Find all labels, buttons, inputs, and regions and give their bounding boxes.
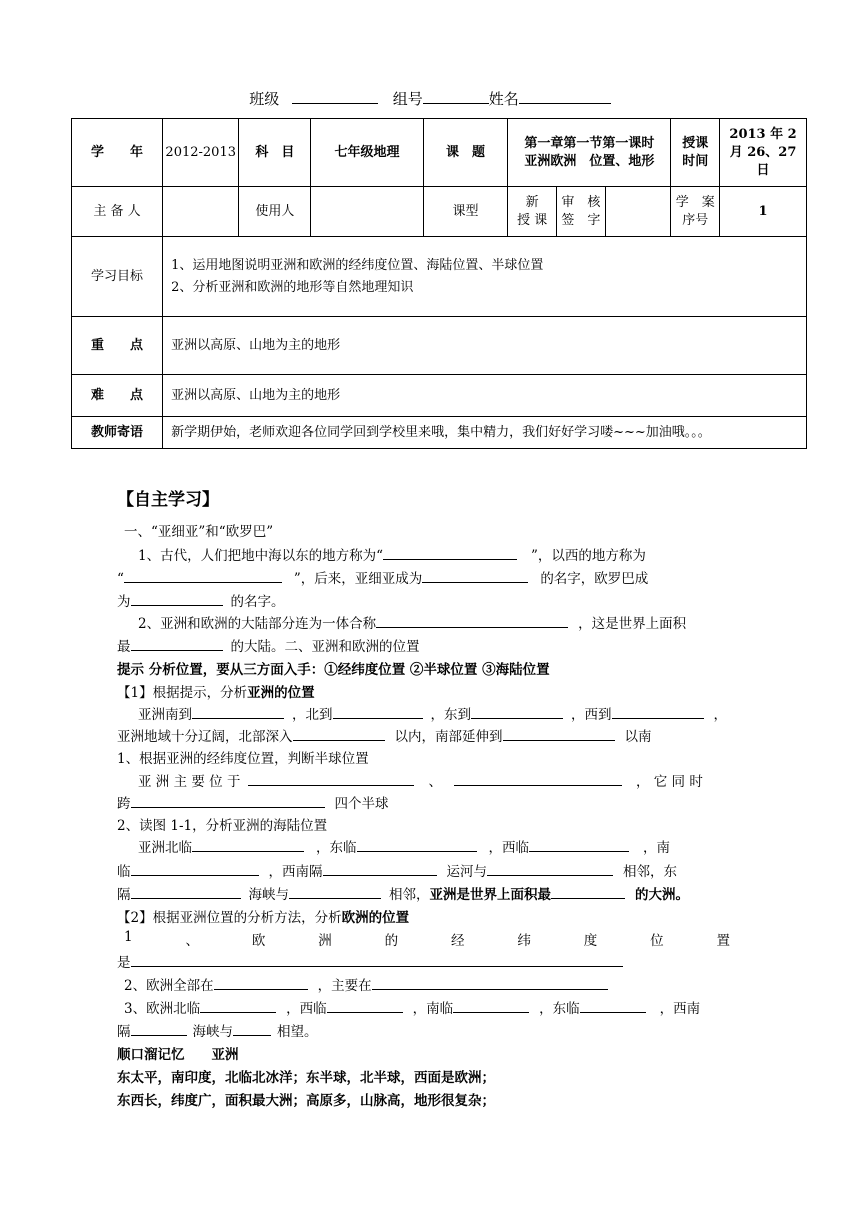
answer-blank[interactable] <box>124 568 282 583</box>
review-label-2: 签 字 <box>561 212 601 228</box>
year-value: 2012-2013 <box>163 119 239 187</box>
plan-label <box>671 187 720 237</box>
key-value: 亚洲以高原、山地为主的地形 <box>163 317 807 375</box>
type-value <box>508 187 557 237</box>
answer-blank[interactable] <box>383 545 517 560</box>
group-label: 组号 <box>392 90 423 108</box>
plan-label-1: 学 案 <box>675 194 715 210</box>
answer-blank[interactable] <box>454 771 622 786</box>
asia-extent-line: 亚洲南到 ，北到 ，东到 ，西到 ， <box>138 703 727 723</box>
teacher-message-value: 新学期伊始，老师欢迎各位同学回到学校里来哦，集中精力，我们好好学习喽~~~加油哦。。。 <box>163 417 807 449</box>
answer-blank[interactable] <box>487 861 613 876</box>
europe-q1-line1: 1 、 欧 洲 的 经 纬 度 位 置 <box>124 929 730 949</box>
hemisphere-title: 1、根据亚洲的经纬度位置，判断半球位置 <box>117 751 369 767</box>
review-label <box>557 187 606 237</box>
plan-value: 1 <box>720 187 807 237</box>
answer-blank[interactable] <box>192 704 284 719</box>
answer-blank[interactable] <box>131 636 223 651</box>
user-label: 使用人 <box>239 187 311 237</box>
name-label: 姓名 <box>488 90 519 108</box>
subject-label: 科 目 <box>239 119 311 187</box>
answer-blank[interactable] <box>357 837 477 852</box>
question-1-line3: 为 的名字。 <box>117 590 285 610</box>
rhyme-line-1: 东太平，南印度，北临北冰洋；东半球，北半球，西面是欧洲； <box>117 1070 495 1086</box>
answer-blank[interactable] <box>612 704 704 719</box>
question-1-line1: 1、古代，人们把地中海以东的地方称为“ ”，以西的地方称为 <box>138 544 646 564</box>
answer-blank[interactable] <box>551 884 625 899</box>
subject-value: 七年级地理 <box>311 119 423 187</box>
preparer-value[interactable] <box>163 187 239 237</box>
time-label-1: 授课 <box>682 135 709 151</box>
difficulty-value: 亚洲以高原、山地为主的地形 <box>163 375 807 417</box>
part1-title: 一、“亚细亚”和“欧罗巴” <box>124 524 274 540</box>
sea-land-line3: 隔 海峡与 相邻，亚洲是世界上面积最 的大洲。 <box>117 883 689 903</box>
answer-blank[interactable] <box>131 591 223 606</box>
answer-blank[interactable] <box>529 837 629 852</box>
teacher-message-label: 教师寄语 <box>72 417 163 449</box>
europe-q3-line2: 隔 海峡与 相望。 <box>117 1020 318 1040</box>
hemisphere-line1: 亚 洲 主 要 位 于 、 ， 它 同 时 <box>138 770 703 790</box>
answer-blank[interactable] <box>131 884 241 899</box>
goals-value <box>163 237 807 317</box>
sea-land-line1: 亚洲北临 ，东临 ，西临 ，南 <box>138 836 670 856</box>
question-1-line2: “ ”，后来，亚细亚成为 的名字，欧罗巴成 <box>117 567 648 587</box>
time-label <box>671 119 720 187</box>
topic-line-2: 亚洲欧洲 位置、地形 <box>524 153 655 169</box>
user-value[interactable] <box>311 187 423 237</box>
difficulty-label: 难 点 <box>72 375 163 417</box>
time-value-1: 2013 年 2 <box>729 126 797 142</box>
time-value-2: 月 26、27 <box>729 144 797 160</box>
section-title: 【自主学习】 <box>117 490 219 510</box>
time-value-3: 日 <box>756 162 770 178</box>
answer-blank[interactable] <box>248 771 414 786</box>
topic-label: 课 题 <box>423 119 508 187</box>
answer-blank[interactable] <box>233 1021 271 1036</box>
answer-blank[interactable] <box>192 837 304 852</box>
europe-q3-line1: 3、欧洲北临 ，西临 ，南临 ，东临 ，西南 <box>124 997 700 1017</box>
answer-blank[interactable] <box>471 704 563 719</box>
topic-value <box>508 119 671 187</box>
class-field[interactable] <box>292 89 378 104</box>
rhyme-line-2: 东西长，纬度广，面积最大洲；高原多，山脉高，地形很复杂； <box>117 1093 495 1109</box>
student-info-line <box>0 88 860 109</box>
group-field[interactable] <box>423 89 489 104</box>
answer-blank[interactable] <box>422 568 528 583</box>
answer-blank[interactable] <box>214 975 308 990</box>
question-2-line1: 2、亚洲和欧洲的大陆部分连为一体合称 ，这是世界上面积 <box>138 612 686 632</box>
question-2-line2: 最 的大陆。二、亚洲和欧洲的位置 <box>117 635 420 655</box>
subsection-1-title: 【1】根据提示，分析亚洲的位置 <box>117 685 315 701</box>
answer-blank[interactable] <box>580 998 646 1013</box>
europe-q1-line2: 是 <box>117 951 623 971</box>
topic-line-1: 第一章第一节第一课时 <box>524 135 655 151</box>
lesson-info-table <box>71 118 807 449</box>
type-value-2: 授 课 <box>517 212 548 228</box>
preparer-label: 主 备 人 <box>72 187 163 237</box>
hemisphere-line2: 跨 四个半球 <box>117 792 389 812</box>
type-value-1: 新 <box>525 194 539 210</box>
review-value[interactable] <box>605 187 671 237</box>
goal-item: 1、运用地图说明亚洲和欧洲的经纬度位置、海陆位置、半球位置 <box>171 257 544 273</box>
answer-blank[interactable] <box>200 998 276 1013</box>
answer-blank[interactable] <box>289 884 381 899</box>
answer-blank[interactable] <box>131 1021 187 1036</box>
answer-blank[interactable] <box>131 861 259 876</box>
class-label: 班级 <box>249 90 280 108</box>
answer-blank[interactable] <box>453 998 529 1013</box>
europe-q2-line: 2、欧洲全部在 ，主要在 <box>124 974 608 994</box>
sea-land-line2: 临 ，西南隔 运河与 相邻，东 <box>117 860 677 880</box>
rhyme-title: 顺口溜记忆 亚洲 <box>117 1047 239 1063</box>
time-value <box>720 119 807 187</box>
plan-label-2: 序号 <box>682 212 709 228</box>
sea-land-title: 2、读图 1-1，分析亚洲的海陆位置 <box>117 818 328 834</box>
type-label: 课型 <box>423 187 508 237</box>
name-field[interactable] <box>519 89 611 104</box>
hint-line: 提示 分析位置，要从三方面入手：①经纬度位置 ②半球位置 ③海陆位置 <box>117 662 550 678</box>
answer-blank[interactable] <box>131 952 623 967</box>
review-label-1: 审 核 <box>561 194 601 210</box>
goals-label: 学习目标 <box>72 237 163 317</box>
goal-item: 2、分析亚洲和欧洲的地形等自然地理知识 <box>171 279 414 295</box>
time-label-2: 时间 <box>682 153 709 169</box>
answer-blank[interactable] <box>372 975 608 990</box>
subsection-2-title: 【2】根据亚洲位置的分析方法，分析欧洲的位置 <box>117 910 410 926</box>
year-label: 学 年 <box>72 119 163 187</box>
answer-blank[interactable] <box>376 613 568 628</box>
answer-blank[interactable] <box>333 704 423 719</box>
answer-blank[interactable] <box>131 793 325 808</box>
answer-blank[interactable] <box>503 726 615 741</box>
answer-blank[interactable] <box>293 726 385 741</box>
asia-wide-line: 亚洲地域十分辽阔，北部深入 以内，南部延伸到 以南 <box>117 725 652 745</box>
key-label: 重 点 <box>72 317 163 375</box>
answer-blank[interactable] <box>323 861 437 876</box>
answer-blank[interactable] <box>327 998 403 1013</box>
